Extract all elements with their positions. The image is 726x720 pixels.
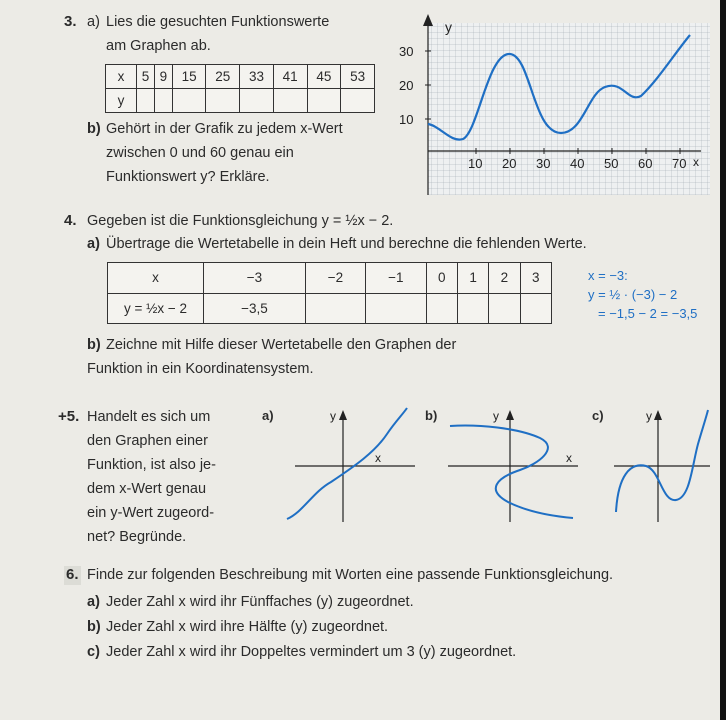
task4-table-y-cell [366,293,426,324]
task5-line: Handelt es sich um [87,409,211,425]
task3-table-y-cell [154,89,172,113]
task4-a-label: a) [87,236,100,252]
task4-hint-line3: = −1,5 − 2 = −3,5 [598,306,698,321]
task4-table-y-cell: −3,5 [204,293,306,324]
task3-graph [383,8,715,200]
task3-number: 3. [64,13,77,30]
task6-number: 6. [66,566,79,583]
task4-hint-line1: x = −3: [588,268,628,283]
task3-b-label: b) [87,121,101,137]
graph-a-label: a) [262,408,274,423]
task3-b-line2: zwischen 0 und 60 genau ein [106,145,294,161]
task3-table-y-cell [137,89,155,113]
task3-table-y-cell [240,89,274,113]
y-axis-arrow-icon [423,14,433,26]
task6-a-label: a) [87,594,100,610]
task4-number: 4. [64,212,77,229]
x-tick-label: 50 [604,156,619,171]
task3-table-x-header: x [106,65,137,89]
y-axis-arrow-icon [654,410,662,420]
axis-x-label: x [566,451,572,465]
task3-b-line3: Funktionswert y? Erkläre. [106,169,270,185]
task6-intro: Finde zur folgenden Beschreibung mit Worten eine passende Funktionsgleichung. [87,567,614,583]
task4-table-x-header: x [108,263,204,294]
task4-table-y-header: y = ½x − 2 [108,293,204,324]
task3-table-y-cell [172,89,206,113]
x-tick-label: 40 [570,156,585,171]
task6-c-text: Jeder Zahl x wird ihr Doppeltes vermindert um 3 (y) zugeordnet. [106,644,517,660]
axis-y-label: y [330,409,336,423]
task3-b-line1: Gehört in der Grafik zu jedem x-Wert [106,121,343,137]
task3-table-x-cell: 15 [172,65,206,89]
task3-table-x-cell: 53 [341,65,375,89]
task3-table-y-cell [273,89,307,113]
task3-table-y-cell [341,89,375,113]
y-tick-label: 10 [399,112,414,127]
y-tick-label: 30 [399,44,414,59]
task4-table-y-cell [426,293,457,324]
task5-line: Funktion, ist also je- [87,457,216,473]
task6-a-text: Jeder Zahl x wird ihr Fünffaches (y) zugeordnet. [106,594,414,610]
task4-b-line1: Zeichne mit Hilfe dieser Wertetabelle den Graphen der [106,337,457,353]
axis-y-label: y [646,409,652,423]
task4-table-x-cell: −2 [305,263,365,294]
task3-table-x-cell: 33 [240,65,274,89]
task3-a-label: a) [87,14,100,30]
graph-b-label: b) [425,408,438,423]
task6-c-label: c) [87,644,100,660]
graph-y-label: y [445,19,452,35]
axis-y-label: y [493,409,499,423]
x-tick-label: 60 [638,156,653,171]
page-edge-shadow [720,0,726,720]
task4-table-x-cell: −3 [204,263,306,294]
graph-c-label: c) [592,408,604,423]
task4-a-text: Übertrage die Wertetabelle in dein Heft und berechne die fehlenden Werte. [106,236,587,252]
task6-b-label: b) [87,619,101,635]
axis-x-label: x [375,451,381,465]
task4-table-x-cell: −1 [366,263,426,294]
task4-table-x-cell: 1 [457,263,488,294]
task4-intro: Gegeben ist die Funktionsgleichung y = ½x − 2. [87,213,394,229]
task3-table-x-cell: 5 [137,65,155,89]
task5-line: dem x-Wert genau [87,481,207,497]
task3-a-line1: Lies die gesuchten Funktionswerte [106,14,330,30]
task5-line: ein y-Wert zugeord- [87,505,215,521]
x-tick-label: 30 [536,156,551,171]
y-axis-arrow-icon [339,410,347,420]
task3-table-x-cell: 45 [307,65,341,89]
task4-table-y-cell [520,293,551,324]
task4-table-y-cell [457,293,488,324]
task3-table-x-cell: 9 [154,65,172,89]
task3-table-x-cell: 25 [206,65,240,89]
task3-table-y-cell [206,89,240,113]
task4-table-x-cell: 3 [520,263,551,294]
task3-table-y-header: y [106,89,137,113]
task4-table-y-cell [489,293,520,324]
task4-b-line2: Funktion in ein Koordinatensystem. [87,361,314,377]
task4-value-table [107,262,552,324]
task3-value-table [105,64,375,113]
task3-a-line2: am Graphen ab. [106,38,211,54]
task6-b-text: Jeder Zahl x wird ihre Hälfte (y) zugeordnet. [106,619,389,635]
x-tick-label: 10 [468,156,483,171]
task3-table-y-cell [307,89,341,113]
task4-table-x-cell: 0 [426,263,457,294]
x-tick-label: 70 [672,156,687,171]
graph-c-curve [616,410,708,512]
graph-a-curve [287,408,407,519]
task5-graph-a [275,404,420,524]
y-axis-arrow-icon [506,410,514,420]
task5-number: +5. [58,408,80,425]
task5-graph-c [608,404,712,524]
task3-table-x-cell: 41 [273,65,307,89]
task4-table-x-cell: 2 [489,263,520,294]
x-tick-label: 20 [502,156,517,171]
task4-table-y-cell [305,293,365,324]
task5-line: den Graphen einer [87,433,208,449]
task5-line: net? Begründe. [87,529,187,545]
graph-x-label: x [693,155,699,169]
task5-graph-b [438,404,583,524]
graph-b-curve [450,426,573,519]
task4-hint-line2: y = ½ · (−3) − 2 [588,287,678,302]
task4-b-label: b) [87,337,101,353]
y-tick-label: 20 [399,78,414,93]
